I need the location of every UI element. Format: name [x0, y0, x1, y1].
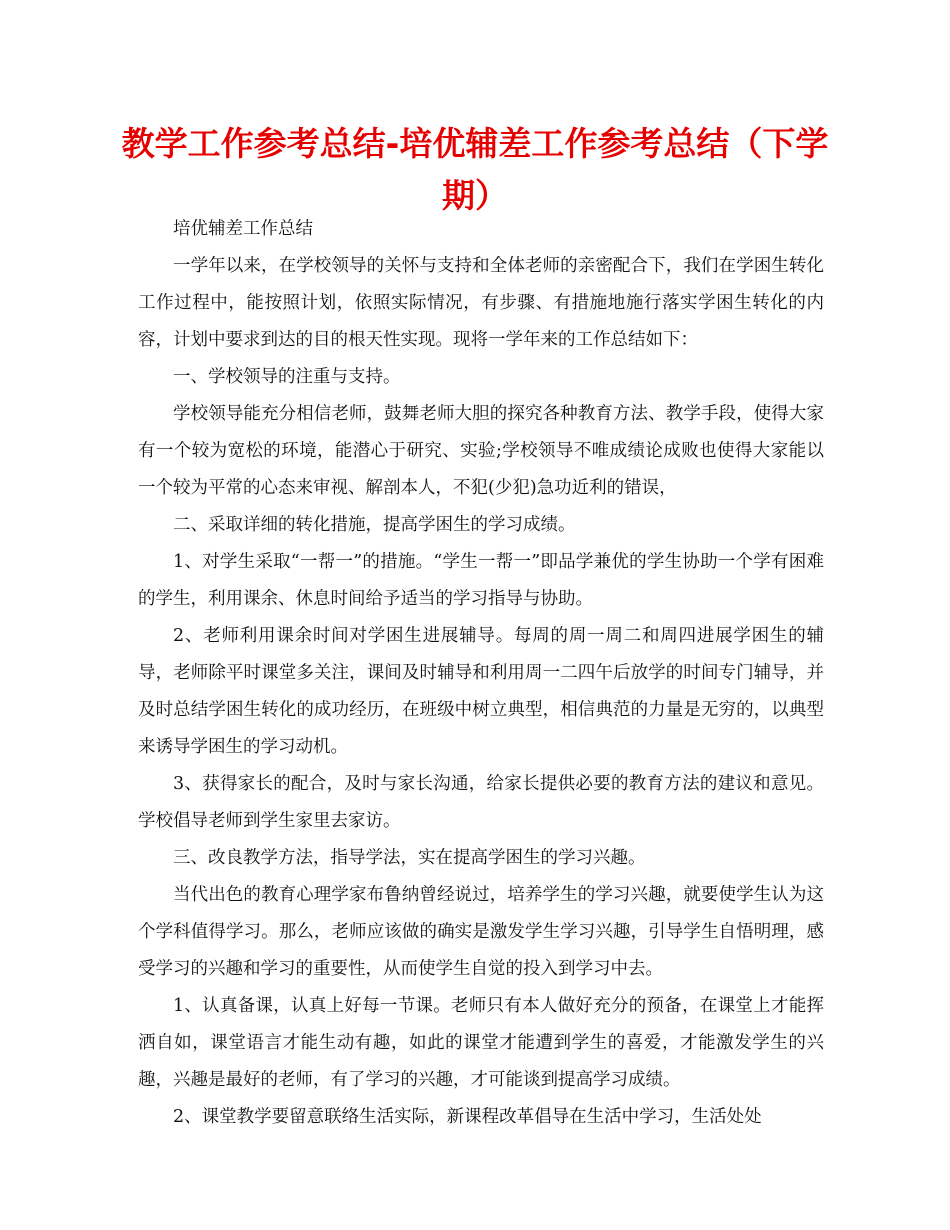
section-heading-1: 一、学校领导的注重与支持。 [173, 367, 401, 387]
section-heading-2: 二、采取详细的转化措施，提高学困生的学习成绩。 [173, 515, 576, 535]
paragraph-subtitle: 培优辅差工作总结 [173, 219, 313, 239]
paragraph: 2、课堂教学要留意联络生活实际，新课程改革倡导在生活中学习，生活处处 [173, 1107, 762, 1127]
document-body [138, 211, 824, 1136]
document-title: 教学工作参考总结-培优辅差工作参考总结（下学期） [121, 124, 829, 215]
section-heading-3: 三、改良教学方法，指导学法，实在提高学困生的学习兴趣。 [173, 848, 646, 868]
paragraph-intro: 一学年以来，在学校领导的关怀与支持和全体老师的亲密配合下，我们在学困生转化工作过程中，能按照计划，依照实际情况，有步骤、有措施地施行落实学困生转化的内容，计划中要求到达的目的根天性实现。现将一学年来的工作总结如下： [138, 256, 824, 350]
paragraph: 1、认真备课，认真上好每一节课。老师只有本人做好充分的预备，在课堂上才能挥洒自如，课堂语言才能生动有趣，如此的课堂才能遭到学生的喜爱，才能激发学生的兴趣，兴趣是最好的老师，有了学习的兴趣，才可能谈到提高学习成绩。 [138, 996, 824, 1090]
paragraph: 3、获得家长的配合，及时与家长沟通，给家长提供必要的教育方法的建议和意见。学校倡导老师到学生家里去家访。 [138, 774, 824, 831]
paragraph: 2、老师利用课余时间对学困生进展辅导。每周的周一周二和周四进展学困生的辅导，老师除平时课堂多关注，课间及时辅导和利用周一二四午后放学的时间专门辅导，并及时总结学困生转化的成功经历，在班级中树立典型，相信典范的力量是无穷的，以典型来诱导学困生的学习动机。 [138, 626, 824, 757]
paragraph: 学校领导能充分相信老师，鼓舞老师大胆的探究各种教育方法、教学手段，使得大家有一个较为宽松的环境，能潜心于研究、实验;学校领导不唯成绩论成败也使得大家能以一个较为平常的心态来审视、解剖本人，不犯(少犯)急功近利的错误， [138, 404, 824, 498]
paragraph: 当代出色的教育心理学家布鲁纳曾经说过，培养学生的学习兴趣，就要使学生认为这个学科值得学习。那么，老师应该做的确实是激发学生学习兴趣，引导学生自悟明理，感受学习的兴趣和学习的重要性，从而使学生自觉的投入到学习中去。 [138, 885, 824, 979]
paragraph: 1、对学生采取“一帮一”的措施。“学生一帮一”即品学兼优的学生协助一个学有困难的学生，利用课余、休息时间给予适当的学习指导与协助。 [138, 552, 824, 609]
